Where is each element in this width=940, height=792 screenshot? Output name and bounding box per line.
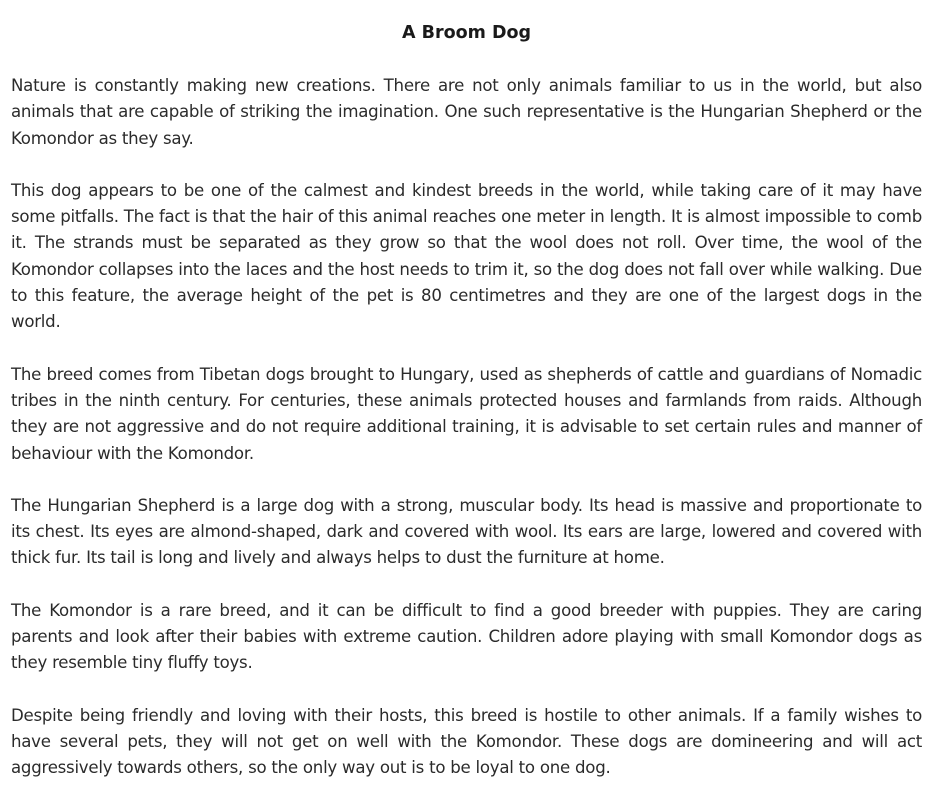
paragraph-5: The Komondor is a rare breed, and it can be difficult to find a good breeder with puppies. They are caring parents and look after their babies with extreme caution. Children adore playing with small Komondor dogs as they resemble tiny fluffy toys. <box>11 600 922 673</box>
paragraph-2: This dog appears to be one of the calmest and kindest breeds in the world, while taking care of it may have some pitfalls. The fact is that the hair of this animal reaches one meter in length. It is almost impossible to comb it. The strands must be separated as they grow so that the wool does not roll. Over time, the wool of the Komondor collapses into the laces and the host needs to trim it, so the dog does not fall over while walking. Due to this feature, the average height of the pet is 80 centimetres and they are one of the largest dogs in the world. <box>11 180 922 332</box>
paragraph-6: Despite being friendly and loving with their hosts, this breed is hostile to other animals. If a family wishes to have several pets, they will not get on well with the Komondor. These dogs are domineering and will act aggressively towards others, so the only way out is to be loyal to one dog. <box>11 705 922 778</box>
paragraph-4: The Hungarian Shepherd is a large dog with a strong, muscular body. Its head is massive and proportionate to its chest. Its eyes are almond-shaped, dark and covered with wool. Its ears are large, lowered and covered with thick fur. Its tail is long and lively and always helps to dust the furniture at home. <box>11 495 922 568</box>
paragraph-1: Nature is constantly making new creations. There are not only animals familiar to us in the world, but also animals that are capable of striking the imagination. One such representative is the Hungarian Shepherd or the Komondor as they say. <box>11 76 922 148</box>
paragraph-3: The breed comes from Tibetan dogs brought to Hungary, used as shepherds of cattle and guardians of Nomadic tribes in the ninth century. For centuries, these animals protected houses and farmlands from raids. Although they are not aggressive and do not require additional training, it is advisable to set certain rules and manner of behaviour with the Komondor. <box>11 364 922 463</box>
document-title: A Broom Dog <box>401 23 532 43</box>
